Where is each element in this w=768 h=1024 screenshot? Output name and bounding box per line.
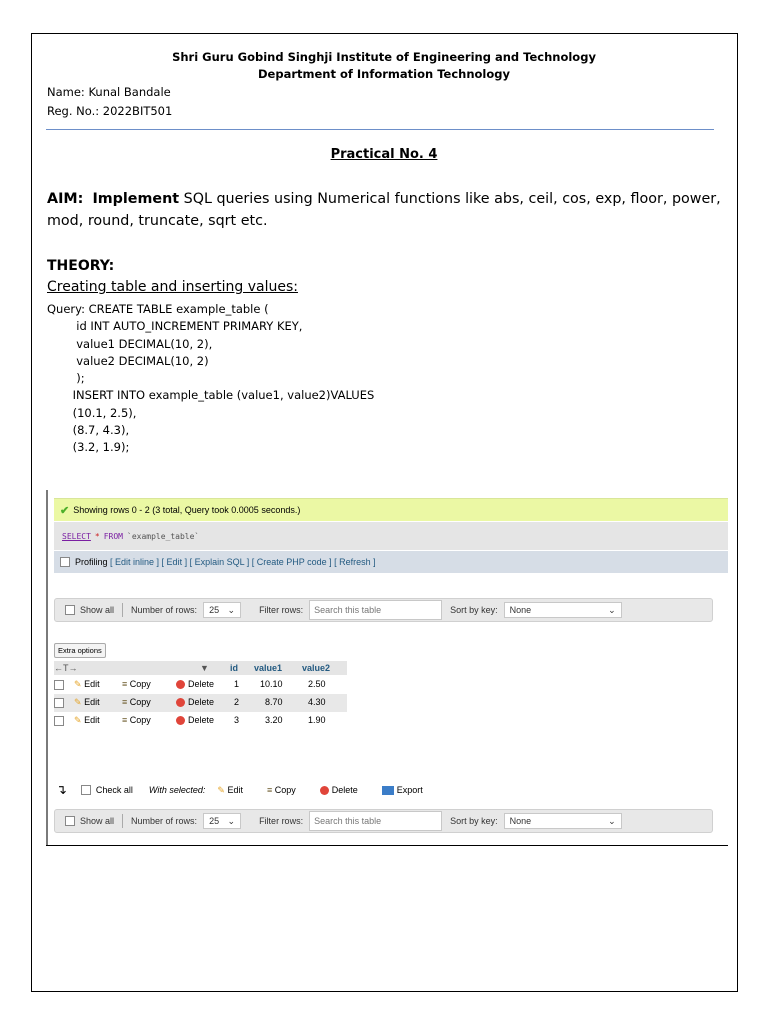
phpmyadmin-screenshot: [46, 490, 728, 847]
column-header-value2[interactable]: value2: [302, 663, 331, 673]
aim-bold: Implement: [92, 191, 180, 207]
row-checkbox[interactable]: [54, 698, 64, 708]
copy-label: Copy: [129, 697, 151, 707]
department-name: Department of Information Technology: [258, 67, 510, 81]
chevron-down-icon: ⌄: [608, 815, 616, 826]
num-rows-value: 25: [209, 816, 220, 826]
column-header-value1[interactable]: value1: [254, 663, 283, 673]
show-all-checkbox[interactable]: [65, 816, 75, 826]
cell-id: 1: [234, 679, 240, 689]
sort-value: None: [509, 816, 532, 826]
edit-link[interactable]: [74, 697, 100, 708]
num-rows-select[interactable]: [203, 602, 241, 618]
sort-select[interactable]: [504, 813, 622, 829]
bottom-navigation-bar: [54, 809, 713, 833]
sql-query-display: [54, 522, 728, 550]
pencil-icon: ✎: [74, 715, 82, 725]
check-all-checkbox[interactable]: [81, 785, 91, 795]
bulk-export-label: Export: [396, 784, 423, 795]
edit-label: Edit: [84, 697, 100, 707]
header-divider: [46, 129, 714, 130]
profiling-checkbox[interactable]: [60, 557, 70, 567]
pencil-icon: ✎: [74, 679, 82, 689]
profiling-links[interactable]: [ Edit inline ] [ Edit ] [ Explain SQL ] [ Create PHP code ] [ Refresh ]: [110, 557, 376, 567]
divider: [122, 814, 123, 828]
query-line: (10.1, 2.5),: [47, 405, 137, 420]
page-title: Practical No. 4: [330, 147, 438, 162]
num-rows-value: 25: [209, 605, 220, 615]
cell-value1: 8.70: [265, 697, 283, 707]
column-header-id[interactable]: id: [230, 663, 238, 673]
query-line: (3.2, 1.9);: [47, 440, 130, 455]
success-message: [54, 498, 728, 521]
copy-icon: ≡: [122, 679, 128, 689]
delete-link[interactable]: [176, 715, 214, 725]
num-rows-label: Number of rows:: [131, 816, 198, 826]
edit-label: Edit: [84, 679, 100, 689]
screenshot-bottom-border: [46, 845, 728, 846]
aim-paragraph: [47, 188, 723, 232]
bulk-delete-button[interactable]: [320, 785, 358, 795]
profiling-label: Profiling: [75, 557, 108, 567]
profiling-bar: [54, 551, 728, 573]
edit-label: Edit: [84, 715, 100, 725]
theory-heading: THEORY:: [47, 258, 115, 274]
chevron-down-icon: ⌄: [227, 815, 236, 826]
query-line: value2 DECIMAL(10, 2): [47, 353, 209, 368]
divider: [122, 603, 123, 617]
sort-value: None: [509, 605, 532, 615]
copy-link[interactable]: [122, 697, 151, 707]
filter-label: Filter rows:: [259, 816, 304, 826]
edit-link[interactable]: [74, 715, 100, 726]
copy-link[interactable]: [122, 679, 151, 689]
table-row: [54, 712, 347, 730]
bulk-edit-button[interactable]: [217, 785, 243, 796]
theory-subheading: Creating table and inserting values:: [47, 279, 298, 295]
chevron-down-icon: ⌄: [227, 604, 236, 615]
filter-input[interactable]: Search this table: [309, 811, 442, 831]
bulk-actions: [56, 782, 423, 798]
top-navigation-bar: [54, 598, 713, 622]
cell-id: 3: [234, 715, 240, 725]
query-line: );: [47, 371, 85, 386]
delete-label: Delete: [188, 697, 215, 707]
check-all-label[interactable]: Check all: [95, 785, 133, 795]
delete-label: Delete: [188, 715, 215, 725]
cell-value1: 3.20: [265, 715, 283, 725]
show-all-checkbox[interactable]: [65, 605, 75, 615]
chevron-down-icon: ⌄: [608, 604, 616, 615]
query-line: (8.7, 4.3),: [47, 423, 130, 438]
filter-input[interactable]: Search this table: [309, 600, 442, 620]
num-rows-select[interactable]: [203, 813, 241, 829]
query-line: value1 DECIMAL(10, 2),: [47, 336, 213, 351]
cell-value2: 4.30: [308, 697, 326, 707]
table-row: [54, 694, 347, 712]
reg-no: Reg. No.: 2022BIT501: [47, 104, 173, 118]
sort-arrow-icon[interactable]: ▼: [200, 663, 209, 673]
filter-label: Filter rows:: [259, 605, 304, 615]
copy-link[interactable]: [122, 715, 151, 725]
delete-icon: [176, 716, 185, 725]
copy-label: Copy: [129, 715, 151, 725]
screenshot-left-border: [46, 490, 48, 846]
sql-star: *: [94, 531, 100, 541]
copy-icon: ≡: [122, 697, 128, 707]
copy-label: Copy: [129, 679, 151, 689]
with-selected-label: With selected:: [148, 785, 206, 795]
bulk-delete-label: Delete: [331, 784, 358, 795]
sort-label: Sort by key:: [450, 816, 498, 826]
table-row: [54, 676, 347, 694]
row-checkbox[interactable]: [54, 716, 64, 726]
sql-select-keyword[interactable]: SELECT: [62, 531, 91, 541]
cell-id: 2: [234, 697, 240, 707]
delete-link[interactable]: [176, 679, 214, 689]
show-all-label[interactable]: Show all: [80, 605, 115, 615]
bulk-edit-label: Edit: [227, 784, 243, 795]
aim-label: AIM:: [47, 191, 84, 207]
query-line: INSERT INTO example_table (value1, value2)VALUES: [47, 388, 375, 403]
delete-icon: [176, 698, 185, 707]
check-icon: ✔: [60, 504, 70, 517]
bulk-copy-button[interactable]: [267, 785, 296, 795]
show-all-label[interactable]: Show all: [80, 816, 115, 826]
aim-text: SQL queries using Numerical functions like abs, ceil, cos, exp, floor, power, mod, round, truncate, sqrt etc.: [47, 191, 721, 229]
student-name: Name: Kunal Bandale: [47, 85, 171, 99]
delete-icon: [176, 680, 185, 689]
pencil-icon: ✎: [74, 697, 82, 707]
cell-value2: 1.90: [308, 715, 326, 725]
success-text: Showing rows 0 - 2 (3 total, Query took 0.0005 seconds.): [73, 505, 301, 515]
sort-select[interactable]: [504, 602, 622, 618]
copy-icon: ≡: [266, 785, 273, 795]
sql-from-keyword: FROM: [103, 531, 123, 541]
sql-table-name: `example_table`: [127, 531, 200, 541]
bulk-export-button[interactable]: [382, 785, 423, 795]
cell-value2: 2.50: [308, 679, 326, 689]
table-header: [54, 661, 347, 675]
institute-name: Shri Guru Gobind Singhji Institute of Engineering and Technology: [172, 50, 596, 64]
cell-value1: 10.10: [260, 679, 283, 689]
query-line: Query: CREATE TABLE example_table (: [47, 302, 269, 316]
query-block: [47, 301, 374, 457]
delete-label: Delete: [188, 679, 215, 689]
query-line: id INT AUTO_INCREMENT PRIMARY KEY,: [47, 319, 303, 334]
extra-options-button[interactable]: Extra options: [54, 643, 106, 658]
delete-icon: [320, 786, 329, 795]
pencil-icon: ✎: [217, 784, 225, 795]
delete-link[interactable]: [176, 697, 214, 707]
num-rows-label: Number of rows:: [131, 605, 198, 615]
copy-icon: ≡: [122, 715, 128, 725]
column-arrows[interactable]: ←T→: [54, 663, 78, 673]
edit-link[interactable]: [74, 679, 100, 690]
arrow-up-icon: ↴: [56, 782, 67, 797]
sort-label: Sort by key:: [450, 605, 498, 615]
export-icon: [382, 786, 394, 795]
row-checkbox[interactable]: [54, 680, 64, 690]
bulk-copy-label: Copy: [274, 785, 296, 795]
